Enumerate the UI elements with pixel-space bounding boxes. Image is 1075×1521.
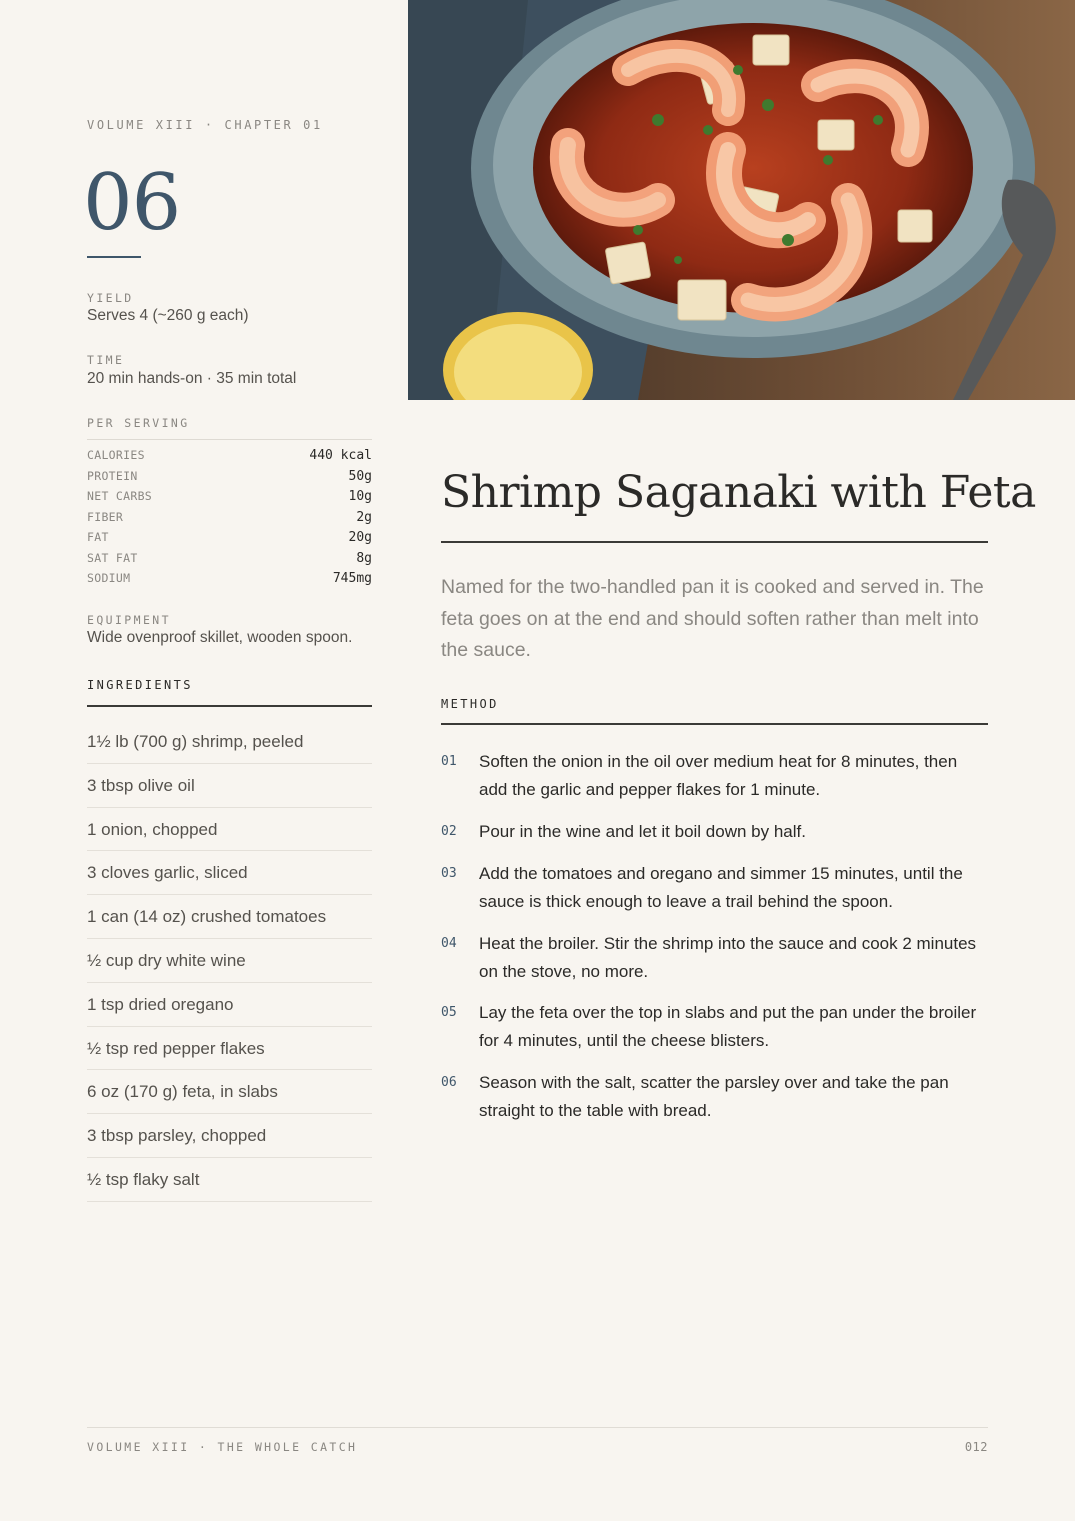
method-step: [441, 999, 988, 1054]
step-number: 03: [441, 866, 457, 881]
nutrition-divider: [87, 439, 372, 440]
step-text: Soften the onion in the oil over medium heat for 8 minutes, then add the garlic and pepper flakes for 1 minute.: [479, 752, 958, 799]
ingredient-item: 1½ lb (700 g) shrimp, peeled: [87, 721, 372, 764]
nutrition-label: NET CARBS: [87, 489, 153, 503]
ingredient-item: 1 tsp dried oregano: [87, 984, 372, 1027]
step-number: 02: [441, 824, 457, 839]
nutrition-row: [87, 448, 372, 463]
method-step: [441, 818, 988, 846]
nutrition-row: [87, 571, 372, 586]
ingredient-item: 3 tbsp olive oil: [87, 765, 372, 808]
page-number: 012: [964, 1440, 988, 1454]
nutrition-label: FAT: [87, 530, 109, 544]
method-step: [441, 930, 988, 985]
nutrition-row: [87, 530, 372, 545]
nutrition-value: 2g: [356, 509, 372, 525]
step-text: Add the tomatoes and oregano and simmer 15 minutes, until the sauce is thick enough to leave a trail behind the spoon.: [479, 864, 963, 911]
yield-label: YIELD: [87, 291, 134, 305]
ingredients-divider: [87, 705, 372, 707]
footer-running-title: VOLUME XIII · THE WHOLE CATCH: [87, 1440, 358, 1454]
ingredient-item: 1 can (14 oz) crushed tomatoes: [87, 896, 372, 939]
nutrition-row: [87, 469, 372, 484]
nutrition-row: [87, 551, 372, 566]
ingredient-list: [87, 721, 372, 1203]
step-number: 04: [441, 936, 457, 951]
method-step: [441, 1069, 988, 1124]
method-step: [441, 860, 988, 915]
method-step: [441, 748, 988, 803]
dish-photo: [408, 0, 1075, 400]
nutrition-value: 745mg: [332, 571, 372, 586]
ingredient-item: 6 oz (170 g) feta, in slabs: [87, 1071, 372, 1114]
shrimp-saganaki-photo: [408, 0, 1075, 400]
step-text: Pour in the wine and let it boil down by half.: [479, 822, 806, 841]
footer-divider: [87, 1427, 988, 1428]
step-number: 06: [441, 1075, 457, 1090]
nutrition-row: [87, 489, 372, 504]
equipment-label: EQUIPMENT: [87, 613, 171, 627]
method-divider: [441, 723, 988, 725]
step-text: Season with the salt, scatter the parsley over and take the pan straight to the table with bread.: [479, 1073, 949, 1120]
recipe-title: Shrimp Saganaki with Feta: [441, 467, 1036, 518]
nutrition-label: CALORIES: [87, 448, 145, 462]
nutrition-label: SODIUM: [87, 571, 131, 585]
time-value: 20 min hands-on · 35 min total: [87, 370, 297, 387]
ingredient-item: 3 cloves garlic, sliced: [87, 852, 372, 895]
nutrition-value: 50g: [348, 468, 372, 484]
step-number: 05: [441, 1005, 457, 1020]
ingredient-item: 3 tbsp parsley, chopped: [87, 1115, 372, 1158]
nutrition-value: 20g: [348, 530, 372, 545]
title-divider: [441, 541, 988, 543]
method-header: METHOD: [441, 697, 499, 711]
chapter-divider: [87, 256, 141, 258]
ingredient-item: 1 onion, chopped: [87, 809, 372, 852]
nutrition-value: 10g: [348, 489, 372, 504]
yield-value: Serves 4 (~260 g each): [87, 307, 249, 324]
per-serving-label: PER SERVING: [87, 416, 190, 430]
nutrition-label: FIBER: [87, 509, 124, 524]
nutrition-value: 8g: [356, 550, 372, 566]
ingredient-item: ½ tsp flaky salt: [87, 1159, 372, 1202]
equipment-value: Wide ovenproof skillet, wooden spoon.: [87, 629, 353, 646]
nutrition-row: [87, 510, 372, 525]
nutrition-label: SAT FAT: [87, 550, 138, 565]
chapter-kicker: VOLUME XIII · CHAPTER 01: [87, 118, 323, 132]
chapter-number: 06: [83, 158, 181, 248]
ingredients-header: INGREDIENTS: [87, 678, 193, 692]
nutrition-label: PROTEIN: [87, 468, 138, 483]
time-label: TIME: [87, 353, 125, 367]
ingredient-item: ½ tsp red pepper flakes: [87, 1028, 372, 1071]
recipe-intro: Named for the two-handled pan it is cooked and served in. The feta goes on at the end and should soften rather than melt into the sauce.: [441, 576, 984, 661]
nutrition-value: 440 kcal: [309, 448, 372, 463]
step-text: Heat the broiler. Stir the shrimp into the sauce and cook 2 minutes on the stove, no more.: [479, 934, 977, 981]
step-text: Lay the feta over the top in slabs and put the pan under the broiler for 4 minutes, until the cheese blisters.: [479, 1003, 977, 1050]
ingredient-item: ½ cup dry white wine: [87, 940, 372, 983]
step-number: 01: [441, 754, 457, 769]
